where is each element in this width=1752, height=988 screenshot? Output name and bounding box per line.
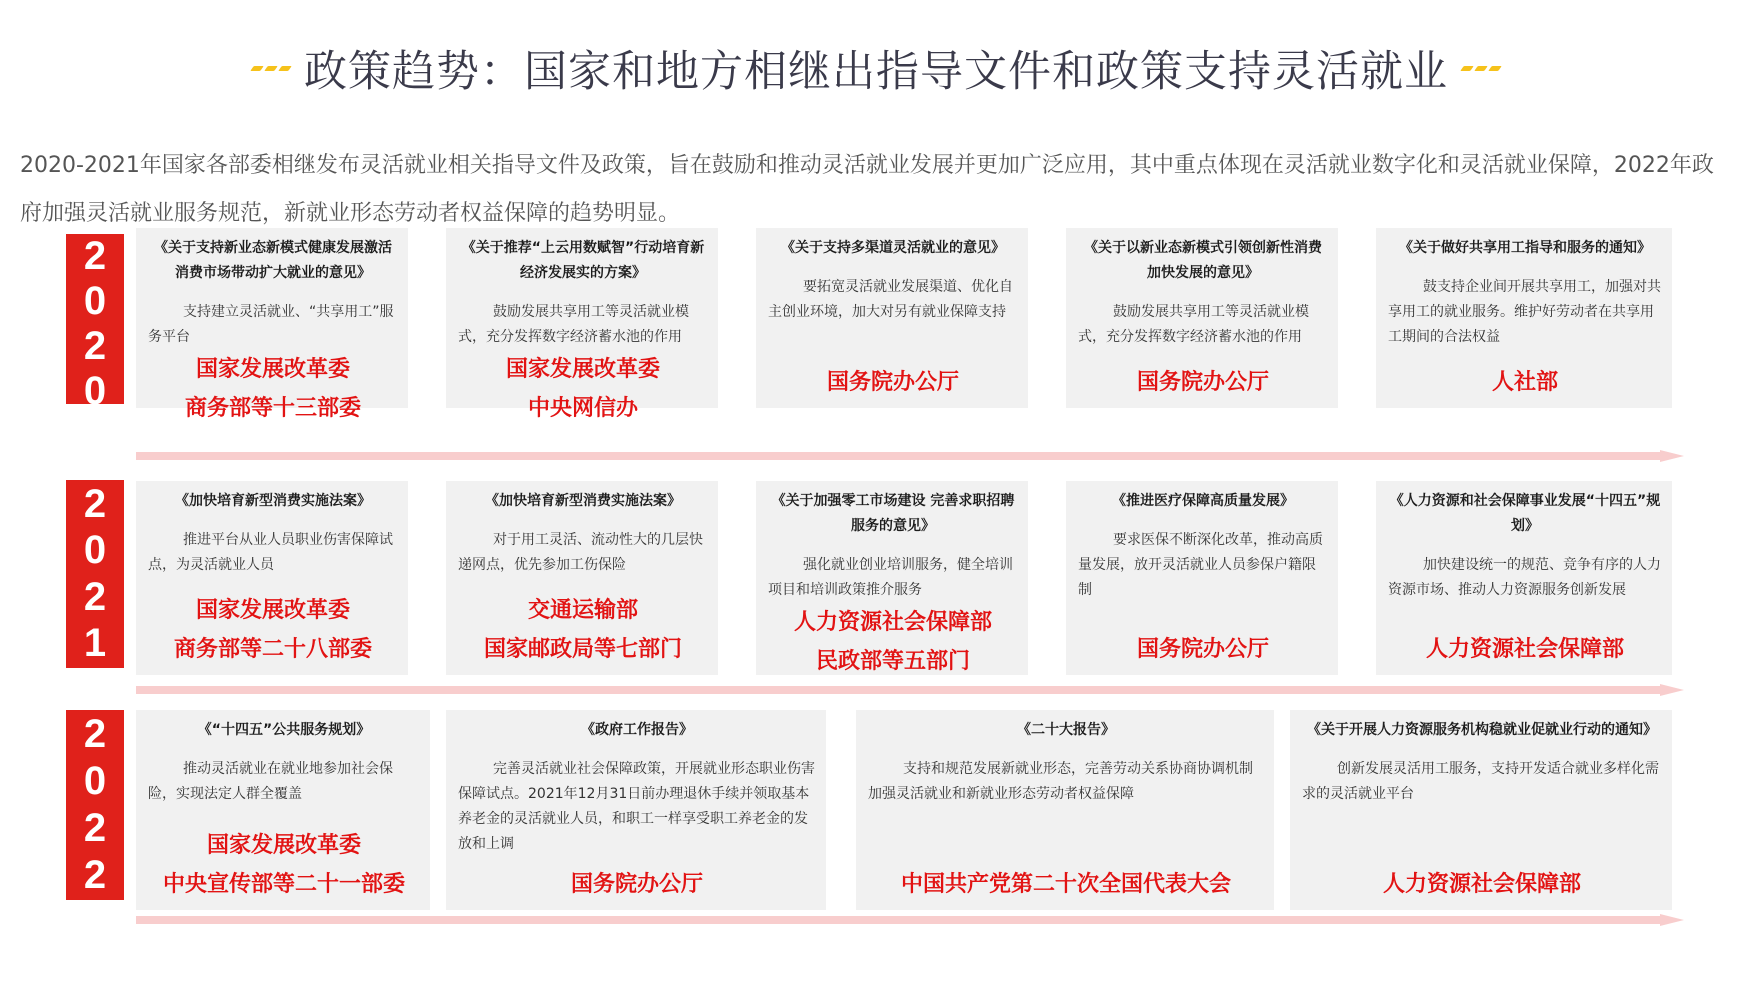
policy-card: [1376, 481, 1672, 675]
issuer-line: 商务部等二十八部委: [173, 637, 372, 662]
issuer-line: 国务院办公厅: [570, 872, 703, 897]
policy-card: [856, 710, 1274, 910]
policy-summary: 鼓励发展共享用工等灵活就业模式，充分发挥数字经济蓄水池的作用: [458, 304, 689, 345]
issuer-line: 人社部: [1491, 370, 1558, 395]
policy-card: [1290, 710, 1672, 910]
policy-summary: 对于用工灵活、流动性大的几层快递网点，优先参加工伤保险: [458, 532, 703, 573]
year-digit: 0: [83, 279, 107, 323]
intro-paragraph: 2020-2021年国家各部委相继发布灵活就业相关指导文件及政策，旨在鼓励和推动灵活就业发展并更加广泛应用，其中重点体现在灵活就业数字化和灵活就业保障，2022年政府加强灵活就业服务规范，新就业形态劳动者权益保障的趋势明显。: [20, 153, 1714, 226]
policy-summary: 支持建立灵活就业、“共享用工”服务平台: [148, 304, 394, 345]
issuer-line: 国务院办公厅: [826, 370, 959, 395]
policy-card: [446, 228, 718, 421]
policy-issuer: [1388, 363, 1662, 402]
policy-title: 《关于加强零工市场建设 完善求职招聘服务的意见》: [771, 493, 1015, 534]
issuer-line: 国家邮政局等七部门: [483, 637, 682, 662]
year-digit: 2: [83, 806, 107, 850]
policy-summary: 加快建设统一的规范、竞争有序的人力资源市场、推动人力资源服务创新发展: [1388, 557, 1661, 598]
issuer-line: 中央宣传部等二十一部委: [162, 872, 405, 897]
policy-issuer: [148, 826, 420, 904]
policy-summary: 鼓支持企业间开展共享用工，加强对共享用工的就业服务。维护好劳动者在共享用工期间的合法权益: [1388, 279, 1661, 345]
page-title: 政策趋势：国家和地方相继出指导文件和政策支持灵活就业: [304, 46, 1448, 97]
policy-summary: 要求医保不断深化改革，推动高质量发展，放开灵活就业人员参保户籍限制: [1078, 532, 1323, 598]
policy-issuer: [868, 865, 1264, 904]
title-decoration-left: [252, 66, 290, 71]
policy-card: [756, 228, 1028, 408]
policy-summary: 推动灵活就业在就业地参加社会保险，实现法定人群全覆盖: [148, 761, 393, 802]
issuer-line: 国家发展改革委: [505, 357, 660, 382]
policy-card: [1376, 228, 1672, 408]
issuer-line: 民政部等五部门: [815, 649, 970, 674]
timeline-arrow: [136, 684, 1684, 696]
year-digit: 2: [83, 712, 107, 756]
policy-title: 《加快培育新型消费实施法案》: [485, 493, 681, 509]
issuer-line: 人力资源社会保障部: [1382, 872, 1581, 897]
policy-title: 《人力资源和社会保障事业发展“十四五”规划》: [1389, 493, 1661, 534]
issuer-line: 国务院办公厅: [1136, 370, 1269, 395]
issuer-line: 国家发展改革委: [206, 833, 361, 858]
issuer-line: 国务院办公厅: [1136, 637, 1269, 662]
year-digit: 2: [83, 853, 107, 897]
policy-title: 《二十大报告》: [1017, 722, 1115, 738]
policy-title: 《关于做好共享用工指导和服务的通知》: [1399, 240, 1651, 256]
policy-title: 《政府工作报告》: [581, 722, 693, 738]
policy-title: 《加快培育新型消费实施法案》: [175, 493, 371, 509]
policy-card: [1066, 228, 1338, 408]
year-digit: 1: [83, 621, 107, 666]
arrow-head-icon: [1660, 914, 1684, 926]
timeline-arrow: [136, 914, 1684, 926]
policy-issuer: [1388, 630, 1662, 669]
policy-card: [1066, 481, 1338, 675]
policy-summary: 支持和规范发展新就业形态，完善劳动关系协商协调机制加强灵活就业和新就业形态劳动者权益保障: [868, 761, 1253, 802]
timeline-arrow: [136, 450, 1684, 462]
policy-issuer: [458, 865, 816, 904]
policy-card: [446, 710, 826, 910]
year-digit: 2: [83, 481, 107, 526]
year-digit: 0: [83, 759, 107, 803]
policy-issuer: [768, 363, 1018, 402]
policy-card: [136, 481, 408, 675]
issuer-line: 国家发展改革委: [195, 357, 350, 382]
title-row: [0, 38, 1752, 98]
policy-card: [136, 228, 408, 421]
title-decoration-right: [1462, 66, 1500, 71]
policy-title: 《“十四五”公共服务规划》: [197, 722, 371, 738]
issuer-line: 中央网信办: [527, 396, 638, 421]
policy-card: [756, 481, 1028, 675]
policy-title: 《关于推荐“上云用数赋智”行动培育新经济发展实的方案》: [461, 240, 705, 281]
policy-title: 《关于支持多渠道灵活就业的意见》: [781, 240, 1005, 256]
arrow-head-icon: [1660, 450, 1684, 462]
policy-card: [136, 710, 430, 910]
issuer-line: 国家发展改革委: [195, 598, 350, 623]
policy-issuer: [1078, 363, 1328, 402]
issuer-line: 交通运输部: [527, 598, 638, 623]
policy-title: 《关于开展人力资源服务机构稳就业促就业行动的通知》: [1307, 722, 1657, 738]
year-badge-2020: [66, 234, 124, 413]
year-digit: 2: [83, 234, 107, 278]
policy-title: 《推进医疗保障高质量发展》: [1112, 493, 1294, 509]
policy-issuer: [768, 603, 1018, 681]
year-digit: 2: [83, 324, 107, 368]
policy-summary: 鼓励发展共享用工等灵活就业模式，充分发挥数字经济蓄水池的作用: [1078, 304, 1309, 345]
issuer-line: 人力资源社会保障部: [1425, 637, 1624, 662]
policy-title: 《关于支持新业态新模式健康发展激活消费市场带动扩大就业的意见》: [154, 240, 392, 281]
policy-summary: 强化就业创业培训服务，健全培训项目和培训政策推介服务: [768, 557, 1013, 598]
year-badge-2021: [66, 480, 124, 668]
year-badge-2022: [66, 710, 124, 900]
policy-summary: 创新发展灵活用工服务，支持开发适合就业多样化需求的灵活就业平台: [1302, 761, 1659, 802]
year-digit: 0: [83, 369, 107, 413]
policy-summary: 要拓宽灵活就业发展渠道、优化自主创业环境，加大对另有就业保障支持: [768, 279, 1013, 320]
policy-issuer: [148, 350, 398, 428]
year-digit: 2: [83, 574, 107, 619]
policy-card: [446, 481, 718, 675]
issuer-line: 中国共产党第二十次全国代表大会: [900, 872, 1231, 897]
policy-issuer: [458, 591, 708, 669]
policy-title: 《关于以新业态新模式引领创新性消费加快发展的意见》: [1084, 240, 1322, 281]
year-digit: 0: [83, 528, 107, 573]
policy-summary: 完善灵活就业社会保障政策，开展就业形态职业伤害保障试点。2021年12月31日前办理退休手续并领取基本养老金的灵活就业人员，和职工一样享受职工养老金的发放和上调: [458, 761, 815, 852]
policy-summary: 推进平台从业人员职业伤害保障试点，为灵活就业人员: [148, 532, 393, 573]
policy-issuer: [1078, 630, 1328, 669]
policy-issuer: [458, 350, 708, 428]
issuer-line: 商务部等十三部委: [184, 396, 361, 421]
policy-issuer: [148, 591, 398, 669]
arrow-head-icon: [1660, 684, 1684, 696]
issuer-line: 人力资源社会保障部: [793, 610, 992, 635]
policy-issuer: [1302, 865, 1662, 904]
